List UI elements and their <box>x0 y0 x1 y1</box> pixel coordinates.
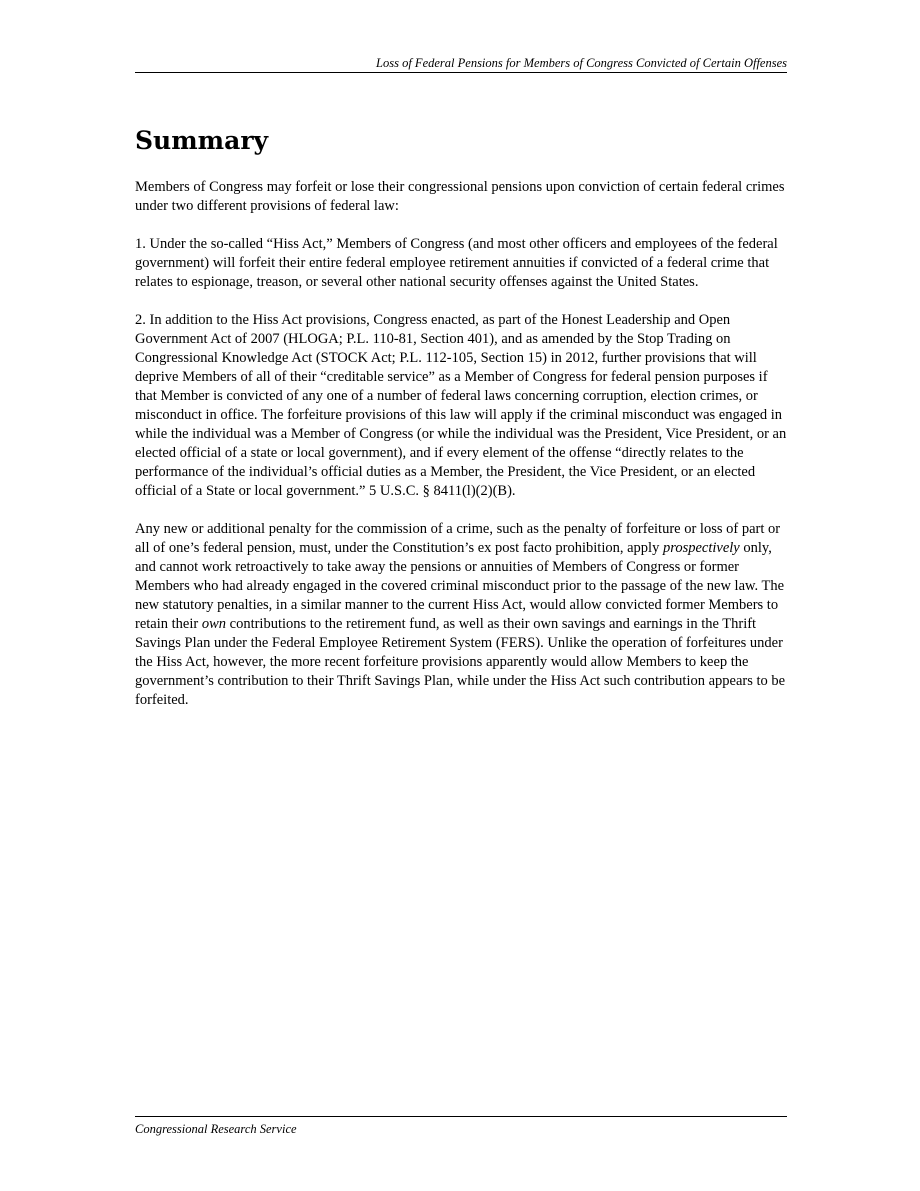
paragraph-hloga: 2. In addition to the Hiss Act provisions, Congress enacted, as part of the Honest Leadership and Open Government Act of 2007 (HLOGA; P.L. 110-81, Section 401), and as amended by the Stop Trading on Congressional Knowledge Act (STOCK Act; P.L. 112-105, Section 15) in 2012, further provisions that will deprive Members of all of their “creditable service” as a Member of Congress for federal pension purposes if that Member is convicted of any one of a number of federal laws concerning corruption, election crimes, or misconduct in office. The forfeiture provisions of this law will apply if the criminal misconduct was engaged in while the individual was a Member of Congress (or while the individual was the President, Vice President, or an elected official of a state or local government), and if every element of the offense “directly relates to the performance of the individual’s official duties as a Member, the President, the Vice President, or an elected official of a State or local government.” 5 U.S.C. § 8411(l)(2)(B). <box>135 312 787 499</box>
running-header: Loss of Federal Pensions for Members of Congress Convicted of Certain Offenses <box>376 56 787 70</box>
footer-divider <box>135 1116 787 1117</box>
emphasis-own: own <box>201 616 227 632</box>
body-text <box>135 178 787 729</box>
running-footer: Congressional Research Service <box>135 1122 297 1136</box>
paragraph-ex-post-facto <box>135 520 787 710</box>
paragraph-text-segment: only, and cannot work retroactively to take away the pensions or annuities of Members of Congress or former Members who had already engaged in the covered criminal misconduct prior to the passage of the new law. The new statutory penalties, in a similar manner to the current Hiss Act, would allow convicted former Members to retain their <box>135 540 785 632</box>
section-title: Summary <box>135 126 269 155</box>
paragraph-text-segment: contributions to the retirement fund, as well as their own savings and earnings in the Thrift Savings Plan under the Federal Employee Retirement System (FERS). Unlike the operation of forfeitures under the Hiss Act, however, the more recent forfeiture provisions apparently would allow Members to keep the government’s contribution to their Thrift Savings Plan, while under the Hiss Act such contribution appears to be forfeited. <box>135 616 786 708</box>
emphasis-prospectively: prospectively <box>662 540 740 556</box>
paragraph-text-segment: Any new or additional penalty for the commission of a crime, such as the penalty of forfeiture or loss of part or all of one’s federal pension, must, under the Constitution’s ex post facto prohibition, apply <box>135 521 781 556</box>
header-divider <box>135 72 787 73</box>
paragraph-hiss-act: 1. Under the so-called “Hiss Act,” Members of Congress (and most other officers and employees of the federal government) will forfeit their entire federal employee retirement annuities if convicted of a federal crime that relates to espionage, treason, or several other national security offenses against the United States. <box>135 236 778 290</box>
paragraph-intro: Members of Congress may forfeit or lose their congressional pensions upon conviction of certain federal crimes under two different provisions of federal law: <box>135 179 785 214</box>
